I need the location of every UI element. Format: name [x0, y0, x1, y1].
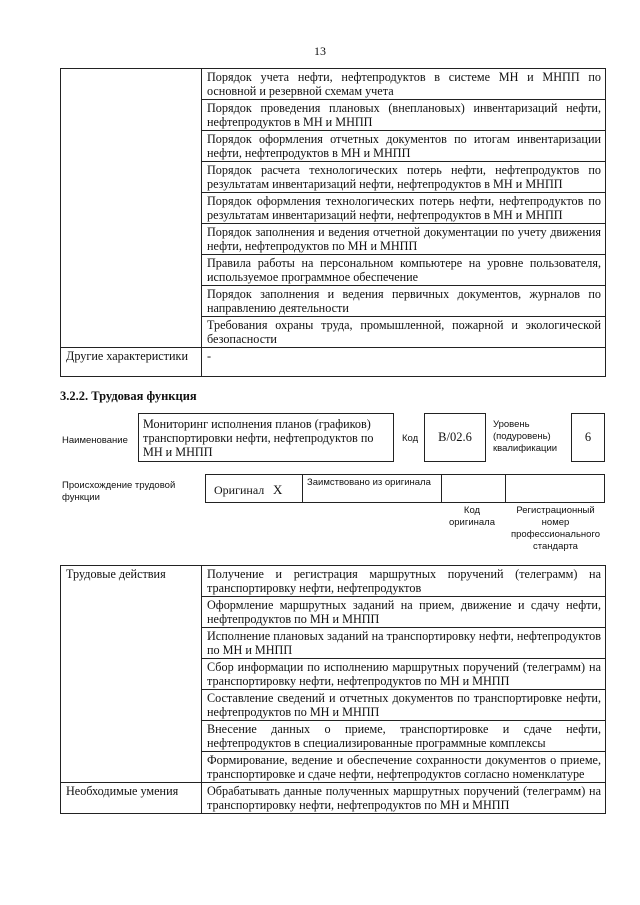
table-cell: Оформление маршрутных заданий на прием, движение и сдачу нефти, нефтепродуктов по МН и МНПП: [202, 597, 606, 628]
function-name: Мониторинг исполнения планов (графиков) транспортировки нефти, нефтепродуктов по МН и МНПП: [143, 417, 374, 459]
other-characteristics-label: Другие характеристики: [61, 348, 202, 377]
level-value: 6: [584, 430, 592, 444]
origin-label: Происхождение трудовой функции: [62, 480, 176, 503]
table-cell: Порядок оформления отчетных документов по итогам инвентаризации нефти, нефтепродуктов в МН и МНПП: [202, 131, 606, 162]
code-label: Код: [402, 433, 419, 444]
table-cell: Порядок учета нефти, нефтепродуктов в системе МН и МНПП по основной и резервной схемам учета: [202, 69, 606, 100]
table-cell: Правила работы на персональном компьютере на уровне пользователя, используемое программное обеспечение: [202, 255, 606, 286]
borrowed-label: Заимствовано из оригинала: [307, 477, 431, 488]
labor-actions-label: Трудовые действия: [61, 566, 202, 783]
table-cell: Требования охраны труда, промышленной, пожарной и экологической безопасности: [202, 317, 606, 348]
table-row: [61, 783, 606, 814]
code-box: [424, 413, 486, 462]
table-cell: Порядок заполнения и ведения первичных документов, журналов по направлению деятельности: [202, 286, 606, 317]
origin-box: [205, 474, 605, 503]
original-code-caption: Код оригинала: [448, 505, 495, 528]
table-cell: Порядок заполнения и ведения отчетной документации по учету движения нефти, нефтепродуктов по МН и МНПП: [202, 224, 606, 255]
code-value: В/02.6: [438, 430, 472, 444]
table-cell: Порядок проведения плановых (внеплановых) инвентаризаций нефти, нефтепродуктов в МН и МНПП: [202, 100, 606, 131]
table-row: [61, 348, 606, 377]
table-cell: Формирование, ведение и обеспечение сохранности документов о приеме, транспортировке и сдаче нефти, нефтепродуктов согласно номенклатуре: [202, 752, 606, 783]
label-cell: [61, 69, 202, 348]
function-name-box: [138, 413, 394, 462]
table-cell: Сбор информации по исполнению маршрутных поручений (телеграмм) на транспортировку нефти, нефтепродуктов по МН и МНПП: [202, 659, 606, 690]
table-cell: Обрабатывать данные полученных маршрутных поручений (телеграмм) на транспортировку нефти, нефтепродуктов по МН и МНПП: [202, 783, 606, 814]
original-mark: X: [273, 482, 283, 497]
table-cell: Получение и регистрация маршрутных поручений (телеграмм) на транспортировку нефти, нефтепродуктов: [202, 566, 606, 597]
level-box: [571, 413, 605, 462]
table-cell: Внесение данных о приеме, транспортировке и сдаче нефти, нефтепродуктов в специализированные программные комплексы: [202, 721, 606, 752]
qualification-level-label: Уровень (подуровень) квалификации: [493, 419, 558, 454]
name-label: Наименование: [62, 435, 128, 446]
table-cell: Составление сведений и отчетных документов по транспортировке нефти, нефтепродуктов по МН и МНПП: [202, 690, 606, 721]
page-number: 13: [314, 44, 326, 58]
table-row: [61, 69, 606, 100]
other-characteristics-value: -: [202, 348, 606, 377]
table-cell: Порядок оформления технологических потерь нефти, нефтепродуктов по результатам инвентаризаций нефти, нефтепродуктов в МН и МНПП: [202, 193, 606, 224]
table-cell: Порядок расчета технологических потерь нефти, нефтепродуктов по результатам инвентаризаций нефти, нефтепродуктов в МН и МНПП: [202, 162, 606, 193]
knowledge-table: [60, 68, 606, 377]
registration-number-caption: Регистрационный номер профессионального стандарта: [511, 505, 600, 552]
table-cell: Исполнение плановых заданий на транспортировку нефти, нефтепродуктов по МН и МНПП: [202, 628, 606, 659]
original-label: Оригинал: [214, 483, 265, 497]
section-heading: 3.2.2. Трудовая функция: [60, 389, 197, 403]
required-skills-label: Необходимые умения: [61, 783, 202, 814]
labor-actions-table: [60, 565, 606, 814]
table-row: [61, 566, 606, 597]
